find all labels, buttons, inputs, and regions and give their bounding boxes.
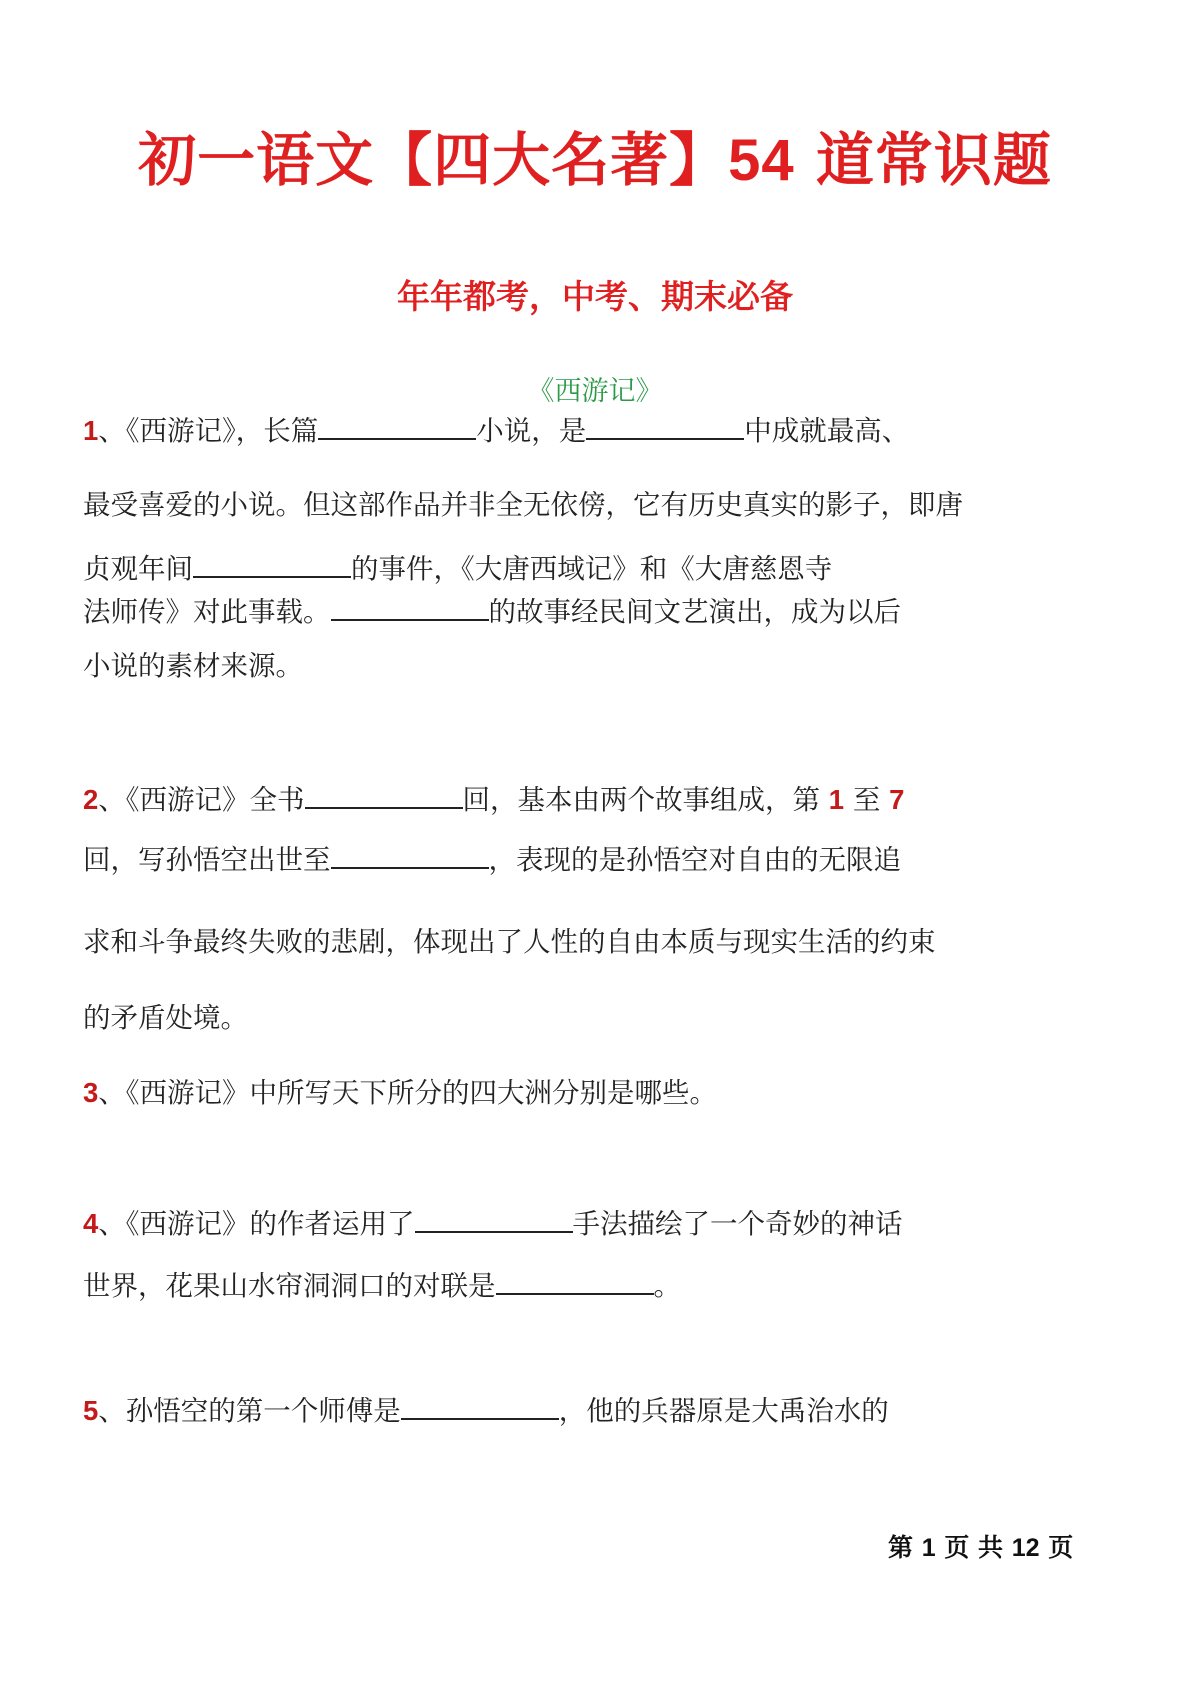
question-2-to-number: 7 (889, 784, 905, 815)
answer-blank[interactable] (331, 587, 489, 621)
question-1-text-c: 中成就最高、 (744, 415, 910, 447)
question-1-line-4-text-b: 的故事经民间文艺演出，成为以后 (488, 596, 901, 628)
question-5-text-b: ，他的兵器原是大禹治水的 (558, 1395, 889, 1427)
question-5-separator: 、 (98, 1395, 126, 1427)
page-indicator (888, 1530, 1073, 1566)
title-text-part2: 道常识题 (794, 126, 1052, 194)
title-text-part1: 初一语文【四大名著】 (138, 126, 729, 194)
question-1-line-2: 最受喜爱的小说。但这部作品并非全无依傍，它有历史真实的影子，即唐 (83, 489, 963, 521)
question-4-text-a: 《西游记》的作者运用了 (125, 1208, 415, 1240)
question-1-line-3 (83, 544, 832, 589)
current-page-number: 1 (921, 1534, 936, 1562)
question-4-text-b: 手法描绘了一个奇妙的神话 (572, 1208, 903, 1240)
question-2-line-2-text-b: ，表现的是孙悟空对自由的无限追 (488, 844, 901, 876)
question-5-number: 5 (83, 1395, 99, 1426)
question-1-line-1 (83, 406, 909, 451)
title-number: 54 (728, 128, 795, 193)
answer-blank[interactable] (305, 775, 463, 809)
question-1-line-3-text-a: 贞观年间 (83, 553, 193, 585)
page-indicator-suffix: 页 (1039, 1533, 1074, 1562)
question-3-text: 《西游记》中所写天下所分的四大洲分别是哪些。 (125, 1077, 718, 1109)
total-page-number: 12 (1011, 1534, 1040, 1562)
answer-blank[interactable] (401, 1386, 559, 1420)
question-2-text-c: 至 (844, 784, 890, 816)
question-2-text-b: 回，基本由两个故事组成，第 (462, 784, 829, 816)
answer-blank[interactable] (331, 835, 489, 869)
question-2-separator: 、 (98, 784, 126, 816)
question-2-line-3: 求和斗争最终失败的悲剧，体现出了人性的自由本质与现实生活的约束 (83, 926, 936, 958)
question-4-number: 4 (83, 1208, 99, 1239)
question-1-text-b: 小说，是 (476, 415, 587, 447)
question-2-line-2 (83, 835, 901, 880)
answer-blank[interactable] (496, 1261, 654, 1295)
question-4-line-1 (83, 1199, 903, 1244)
page-indicator-prefix: 第 (888, 1533, 922, 1562)
question-2-line-1 (83, 775, 904, 820)
answer-blank[interactable] (193, 544, 351, 578)
question-1-separator: 、 (98, 415, 126, 447)
question-3-number: 3 (83, 1077, 99, 1108)
question-5-line-1 (83, 1386, 889, 1431)
page-subtitle: 年年都考，中考、期末必备 (397, 277, 793, 316)
question-1-line-4 (83, 587, 901, 632)
question-1-line-5: 小说的素材来源。 (83, 650, 303, 682)
page-title (0, 120, 1190, 201)
question-5-text-a: 孙悟空的第一个师傅是 (125, 1395, 401, 1427)
question-2-text-a: 《西游记》全书 (125, 784, 305, 816)
question-2-line-4: 的矛盾处境。 (83, 1002, 248, 1034)
question-1-line-4-text-a: 法师传》对此事载。 (83, 596, 331, 628)
question-3-line-1 (83, 1073, 717, 1113)
question-1-text-a: 《西游记》，长篇 (125, 415, 319, 447)
answer-blank[interactable] (586, 406, 744, 440)
question-2-from-number: 1 (828, 784, 845, 815)
question-2-line-2-text-a: 回，写孙悟空出世至 (83, 844, 331, 876)
question-1-number: 1 (83, 415, 99, 446)
answer-blank[interactable] (318, 406, 476, 440)
question-4-line-2 (83, 1261, 681, 1306)
question-1-line-3-text-b: 的事件，《大唐西域记》和《大唐慈恩寺 (351, 553, 833, 585)
question-4-line-2-text-a: 世界，花果山水帘洞洞口的对联是 (83, 1270, 496, 1302)
section-heading: 《西游记》 (527, 376, 663, 407)
question-4-line-2-text-b: 。 (653, 1270, 681, 1302)
question-2-number: 2 (83, 784, 99, 815)
question-3-separator: 、 (98, 1077, 126, 1109)
answer-blank[interactable] (415, 1199, 573, 1233)
page-indicator-middle: 页 共 (935, 1533, 1012, 1562)
question-4-separator: 、 (98, 1208, 126, 1240)
